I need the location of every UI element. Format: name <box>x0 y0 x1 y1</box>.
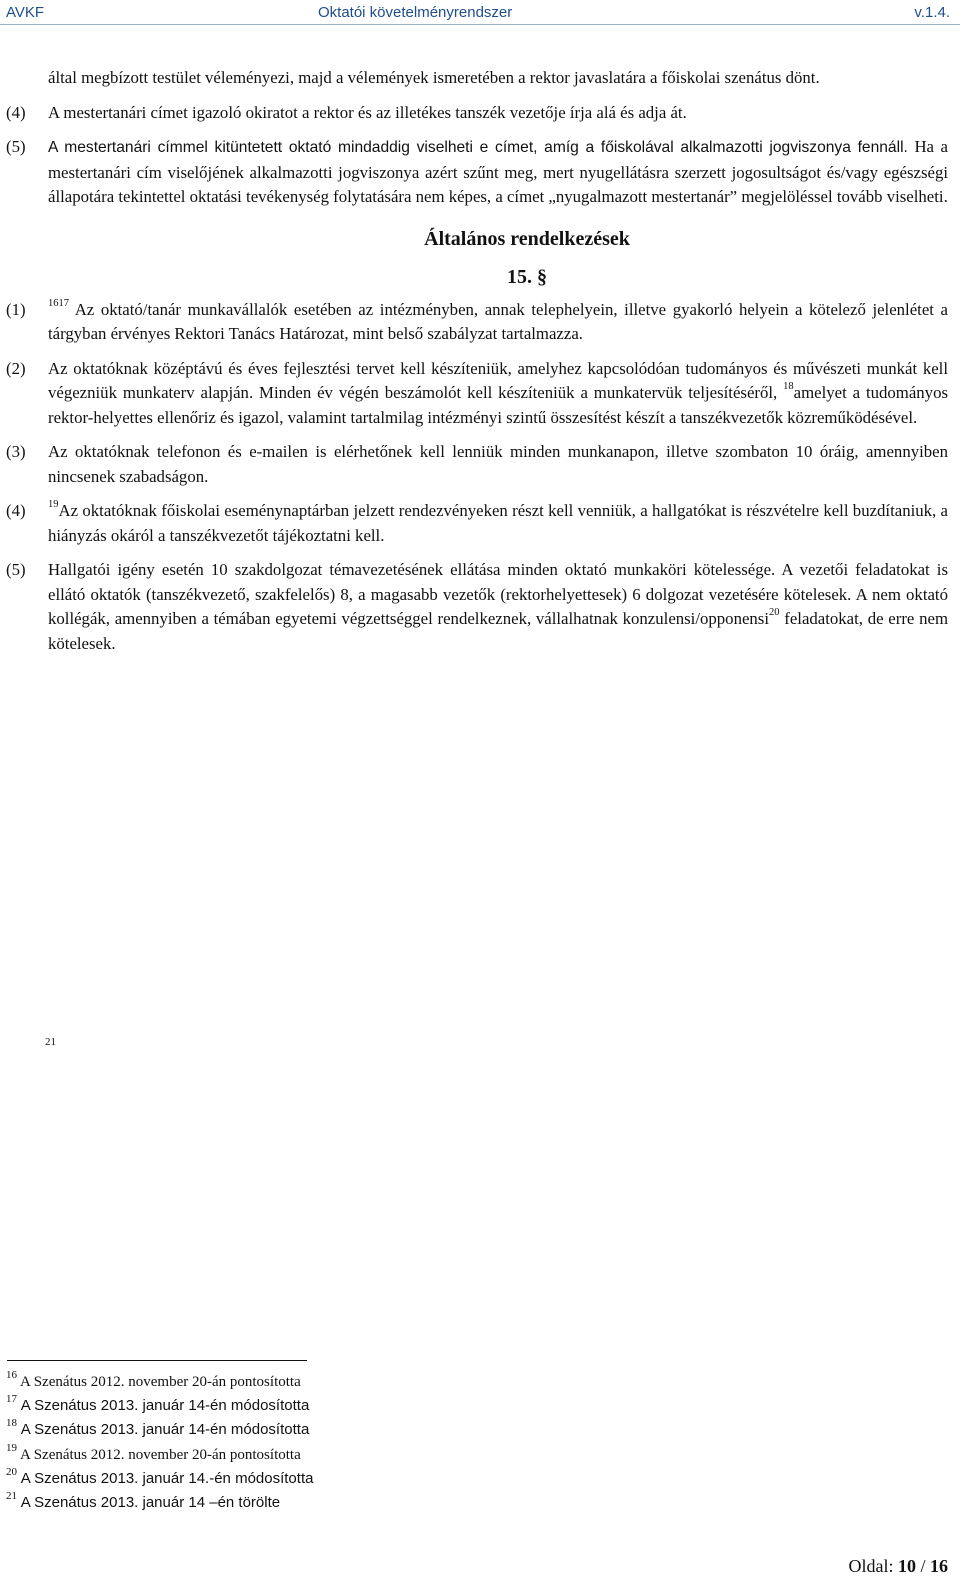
footnote-ref[interactable]: 20 <box>769 607 780 619</box>
section-paragraph-4 <box>6 499 948 548</box>
paragraph-text: Az oktatóknak középtávú és éves fejlesztési tervet kell készíteniük, amelyhez kapcsolódóan tudományos és művészeti munkát kell végezniük munkaterv alapján. Minden év végén beszámolót kell készíteniük a munkatervük teljesítéséről, <box>48 358 948 402</box>
paragraph-text: amelyet a tudományos rektor-helyettes ellenőriz és igazol, valamint tartalmilag intézményi szintű összesítést készít a tanszékvezetők közreműködésével. <box>48 383 948 427</box>
section-paragraph-3 <box>6 440 948 489</box>
paragraph-text: Az oktató/tanár munkavállalók esetében az intézményben, annak telephelyein, illetve gyakorló helyein a kötelező jelenlétet a tárgyban érvényes Rektori Tanács Határozat, mint belső szabályzat tartalmazza. <box>48 299 948 343</box>
section-paragraph-2 <box>6 357 948 431</box>
paragraph-number: (3) <box>6 442 26 461</box>
paragraph-text: feladatokat, de erre nem kötelesek. <box>48 609 948 653</box>
section-paragraph-1 <box>6 298 948 347</box>
page-separator: / <box>920 1556 926 1576</box>
paragraph-number: (4) <box>6 102 26 122</box>
footnote-text: A Szenátus 2013. január 14 –én törölte <box>20 1494 281 1512</box>
footnotes <box>6 1370 606 1515</box>
footnote-item <box>6 1443 606 1467</box>
footnote-ref[interactable]: 1617 <box>48 297 69 309</box>
paragraph-text: A mestertanári címet igazoló okiratot a rektor és az illetékes tanszék vezetője írja alá és adja át. <box>48 102 687 122</box>
paragraph-number: (1) <box>6 299 26 319</box>
page-label: Oldal: <box>848 1556 894 1576</box>
footnote-divider <box>7 1360 307 1361</box>
paragraph-number: (4) <box>6 501 26 520</box>
footnote-ref[interactable]: 19 <box>48 499 59 511</box>
footnote-number: 16 <box>6 1369 17 1381</box>
paragraph-5 <box>6 135 948 210</box>
footnote-number: 17 <box>6 1393 17 1406</box>
paragraph-text: Az oktatóknak telefonon és e-mailen is elérhetőnek kell lenniük minden munkanapon, illetve szombaton 10 óráig, amennyiben nincsenek szabadságon. <box>48 442 948 486</box>
header-divider <box>0 24 960 25</box>
paragraph-number: (5) <box>6 137 26 156</box>
footnote-number: 21 <box>6 1490 17 1503</box>
footnote-text: A Szenátus 2013. január 14-én módosította <box>20 1421 310 1439</box>
paragraph-text: Az oktatóknak főiskolai eseménynaptárban jelzett rendezvényeken részt kell venniük, a hallgatókat is részvételre kell buzdítaniuk, a hiányzás okáról a tanszékvezetőt tájékoztatni kell. <box>48 501 948 545</box>
footnote-number: 19 <box>6 1441 17 1454</box>
paragraph-text: Hallgatói igény esetén 10 szakdolgozat témavezetésének ellátása minden oktató munkaköri kötelessége. A vezetői feladatokat is ellátó oktatók (tanszékvezető, szakfelelős) 8, a magasabb vezetők (rektorhelyettesek) 6 dolgozat vezetésére kötelesek. A nem oktató kollégák, amennyiben a témában egyetemi végzettséggel rendelkeznek, vállalhatnak konzulensi/opponensi <box>48 560 948 628</box>
footnote-number: 18 <box>6 1417 17 1430</box>
footnote-item <box>6 1418 606 1442</box>
footnote-item <box>6 1394 606 1418</box>
header-title: Oktatói követelményrendszer <box>318 4 513 21</box>
page-total: 16 <box>930 1556 948 1576</box>
paragraph-number: (5) <box>6 560 26 579</box>
paragraph-text: Ha a mestertanári cím viselőjének alkalmazotti jogviszonya azért szűnt meg, mert nyugellátásra szerzett jogosultságot és/vagy egészségi állapotára tekintettel oktatási tevékenység folytatására nem képes, a címet „nyugalmazott mestertanár” megjelöléssel tovább viselheti. <box>48 137 949 206</box>
footnote-ref[interactable]: 18 <box>783 381 794 393</box>
footnote-item <box>6 1491 606 1515</box>
section-heading: Általános rendelkezések <box>424 227 630 250</box>
paragraph-number: (2) <box>6 358 26 378</box>
section-paragraph-5 <box>6 558 948 656</box>
lead-paragraph: által megbízott testület véleményezi, majd a vélemények ismeretében a rektor javaslatára a főiskolai szenátus dönt. <box>48 68 820 87</box>
footnote-text: A Szenátus 2013. január 14.-én módosította <box>20 1469 314 1487</box>
section-number: 15. § <box>507 265 547 288</box>
header-version: v.1.4. <box>914 4 950 21</box>
page-header <box>0 0 960 28</box>
footnote-text: A Szenátus 2012. november 20-án pontosította <box>19 1446 301 1463</box>
footnote-item <box>6 1370 606 1394</box>
document-body <box>6 66 948 666</box>
page-current: 10 <box>897 1556 916 1576</box>
footnote-item <box>6 1467 606 1491</box>
footnote-text: A Szenátus 2013. január 14-én módosította <box>20 1397 310 1415</box>
page-counter <box>848 1556 948 1577</box>
stray-number: 21 <box>45 1036 56 1048</box>
paragraph-text-sans: A mestertanári címmel kitüntetett oktató mindaddig viselheti e címet, amíg a főiskolával alkalmazotti jogviszonya fennáll. <box>48 139 908 156</box>
paragraph-4 <box>6 101 948 126</box>
footnote-text: A Szenátus 2012. november 20-án pontosította <box>19 1374 301 1390</box>
header-org: AVKF <box>6 4 45 21</box>
footnote-number: 20 <box>6 1465 17 1478</box>
